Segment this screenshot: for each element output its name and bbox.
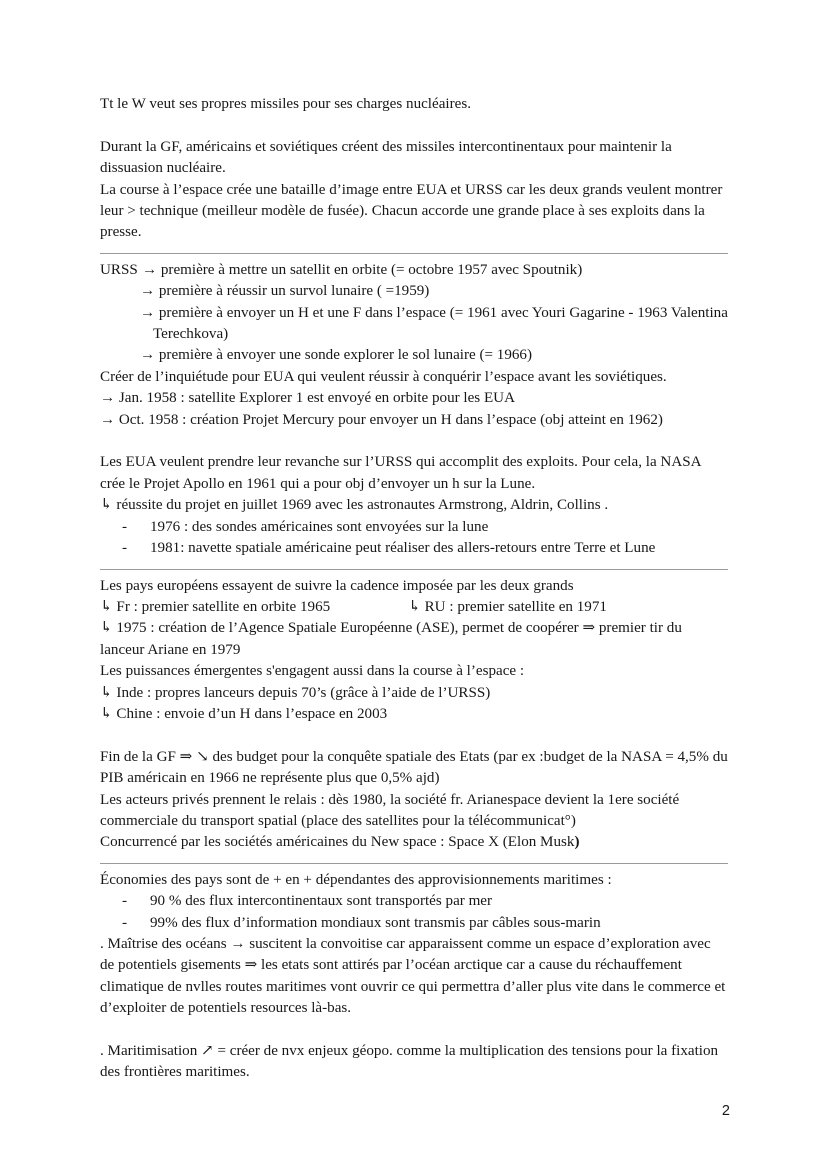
- maritime-bullet: [100, 891, 728, 912]
- apollo-bullet: [100, 538, 728, 559]
- europe-fr: ↳ Fr : premier satellite en orbite 1965: [100, 598, 331, 615]
- maritimisation-paragraph: . Maritimisation ↗ = créer de nvx enjeux géopo. comme la multiplication des tensions pour la fixation des frontières maritimes.: [100, 1043, 719, 1081]
- apollo-arrow-line: ↳ réussite du projet en juillet 1969 avec les astronautes Armstrong, Aldrin, Collins .: [100, 497, 609, 514]
- fin-gf-prives: Les acteurs privés prennent le relais : dès 1980, la société fr. Arianespace devient la 1ere société commerciale du transport spatial (place des satellites pour la télécommunicat°): [100, 791, 680, 829]
- intro-paragraph-2: La course à l’espace crée une bataille d’image entre EUA et URSS car les deux grands veulent montrer leur > technique (meilleur modèle de fusée). Chacun accorde une grande place à ses exploits dans la presse.: [100, 181, 723, 241]
- spacer: [100, 1020, 728, 1041]
- europe-emergents-line: Les puissances émergentes s'engagent aussi dans la course à l’espace :: [100, 663, 525, 680]
- urss-after-line-1: Créer de l’inquiétude pour EUA qui veulent réussir à conquérir l’espace avant les soviétiques.: [100, 368, 667, 385]
- urss-item-0: → première à mettre un satellit en orbite (= octobre 1957 avec Spoutnik): [142, 261, 583, 278]
- urss-item-row: → première à envoyer une sonde explorer le sol lunaire (= 1966): [140, 347, 533, 364]
- europe-ase-line: ↳ 1975 : création de l’Agence Spatiale Européenne (ASE), permet de coopérer ⇒ premier tir du lanceur Ariane en 1979: [100, 620, 682, 658]
- europe-fr-ru-row: [100, 597, 728, 618]
- page-number: 2: [721, 1103, 730, 1119]
- urss-after-line-3: → Oct. 1958 : création Projet Mercury pour envoyer un H dans l’espace (obj atteint en 1962): [100, 411, 663, 428]
- urss-label: URSS: [100, 261, 138, 278]
- maritime-oceans-paragraph: . Maîtrise des océans → suscitent la convoitise car apparaissent comme un espace d’exploration avec de potentiels gisements ⇒ les etats sont attirés par l’océan arctique car a cause du réchauffement climatique de nvlles routes maritimes vont ouvrir ce qui permettra d’aller plus vite dans le commerce et d’exploiter de potentiels resources là-bas.: [100, 935, 726, 1017]
- apollo-bullet: [100, 517, 728, 538]
- fin-gf-budget: Fin de la GF ⇒ ↘ des budget pour la conquête spatiale des Etats (par ex :budget de la NASA = 4,5% du PIB américain en 1966 ne représente plus que 0,5% ajd): [100, 748, 728, 787]
- maritime-bullet-text: 90 % des flux intercontinentaux sont transportés par mer: [150, 893, 493, 910]
- section-divider-3: [100, 863, 728, 864]
- dash-bullet-icon: -: [122, 540, 128, 557]
- fin-gf-concurrence-text: Concurrencé par les sociétés américaines du New space : Space X (Elon Musk: [100, 834, 575, 851]
- spacer: [100, 725, 728, 746]
- document-body: [100, 94, 728, 1084]
- section-divider-1: [100, 253, 728, 254]
- urss-first-row: [100, 260, 728, 281]
- urss-block: [100, 260, 728, 367]
- apollo-paragraph: Les EUA veulent prendre leur revanche sur l’URSS qui accomplit des exploits. Pour cela, la NASA crée le Projet Apollo en 1961 qui a pour obj d’envoyer un h sur la Lune.: [100, 454, 701, 492]
- europe-inde-line: ↳ Inde : propres lanceurs depuis 70’s (grâce à l’aide de l’URSS): [100, 684, 491, 701]
- section-divider-2: [100, 569, 728, 570]
- fin-gf-concurrence-bold: ): [574, 834, 580, 851]
- europe-intro: Les pays européens essayent de suivre la cadence imposée par les deux grands: [100, 577, 574, 594]
- urss-after-line-2: → Jan. 1958 : satellite Explorer 1 est envoyé en orbite pour les EUA: [100, 390, 515, 407]
- europe-chine-line: ↳ Chine : envoie d’un H dans l’espace en 2003: [100, 705, 388, 722]
- apollo-bullet-text: 1976 : des sondes américaines sont envoyées sur la lune: [150, 518, 489, 535]
- urss-item-row: → première à réussir un survol lunaire ( =1959): [140, 283, 430, 300]
- urss-item-row: → première à envoyer un H et une F dans l’espace (= 1961 avec Youri Gagarine - 1963 Valentina Terechkova): [140, 304, 728, 343]
- intro-paragraph-1: Durant la GF, américains et soviétiques créent des missiles intercontinentaux pour maintenir la dissuasion nucléaire.: [100, 138, 672, 177]
- fin-gf-concurrence: [100, 832, 728, 853]
- maritime-bullet: [100, 913, 728, 934]
- spacer: [100, 115, 728, 136]
- spacer: [100, 431, 728, 452]
- maritime-intro: Économies des pays sont de + en + dépendantes des approvisionnements maritimes :: [100, 871, 612, 888]
- intro-line-1: Tt le W veut ses propres missiles pour ses charges nucléaires.: [100, 96, 471, 112]
- dash-bullet-icon: -: [122, 893, 128, 910]
- dash-bullet-icon: -: [122, 914, 128, 931]
- apollo-bullet-text: 1981: navette spatiale américaine peut réaliser des allers-retours entre Terre et Lune: [150, 540, 656, 557]
- dash-bullet-icon: -: [122, 518, 128, 535]
- europe-ru: ↳ RU : premier satellite en 1971: [408, 598, 607, 615]
- maritime-bullet-text: 99% des flux d’information mondiaux sont transmis par câbles sous-marin: [150, 914, 601, 931]
